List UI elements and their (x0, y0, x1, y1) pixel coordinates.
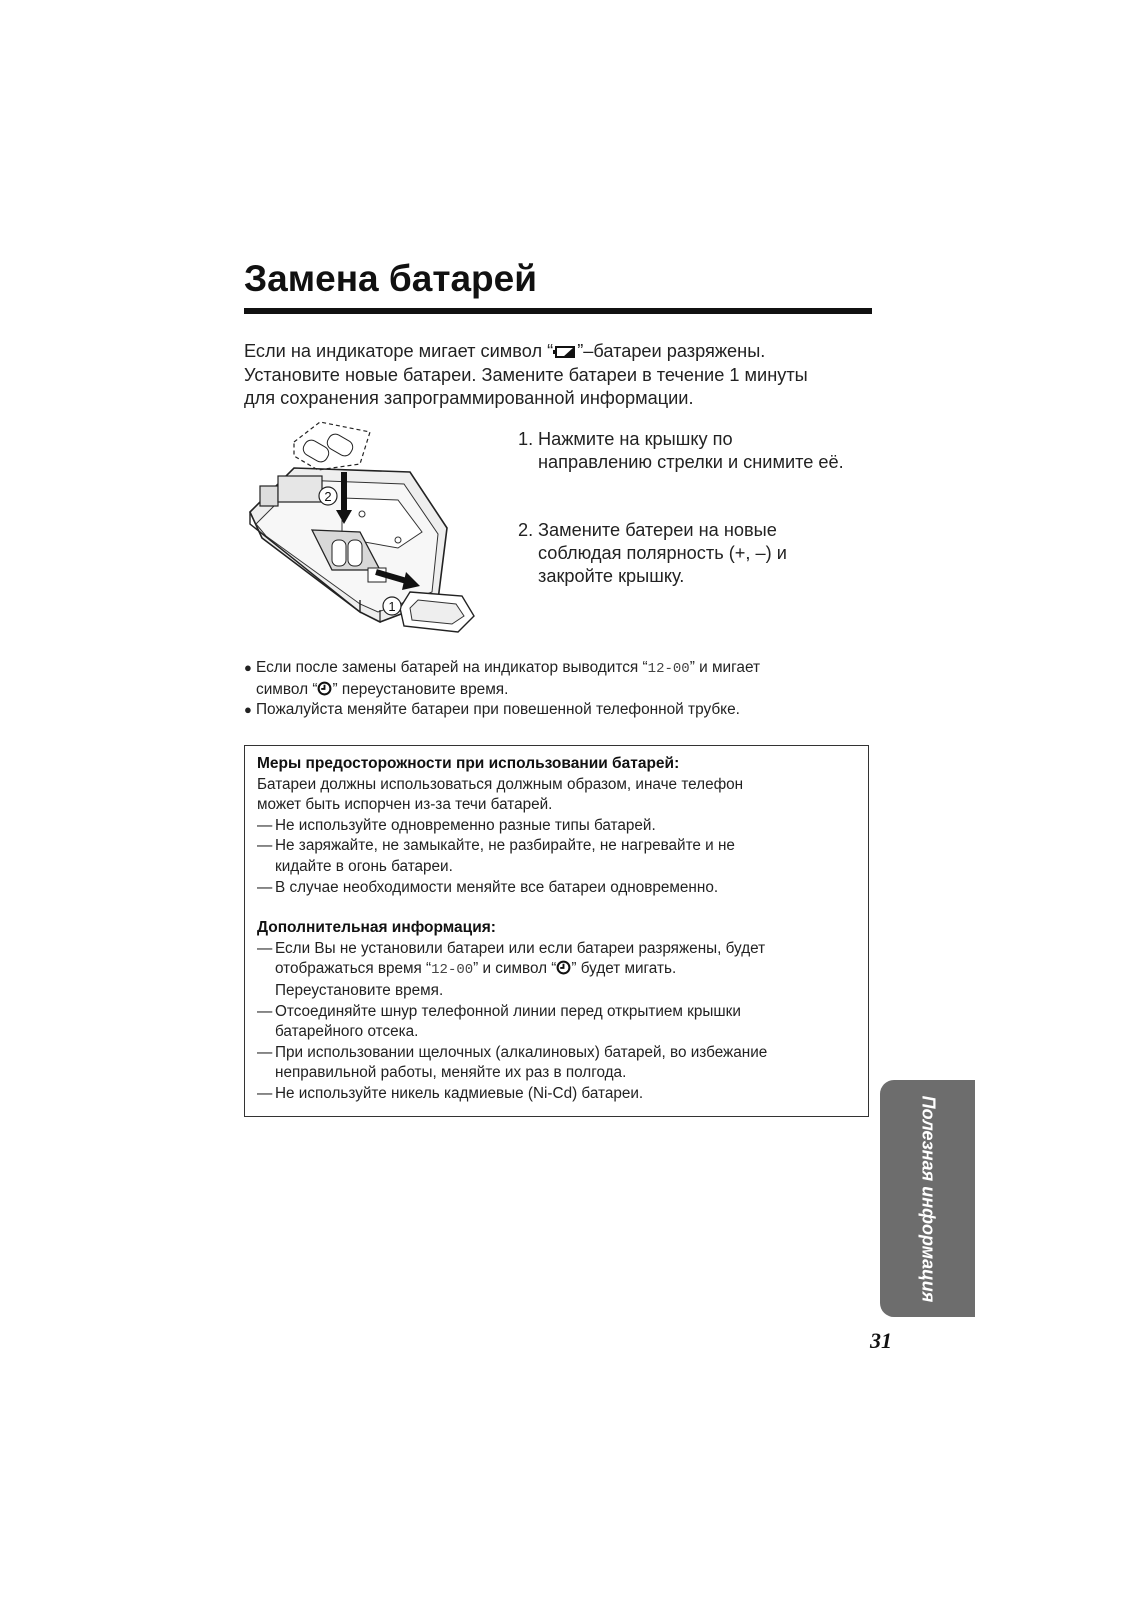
low-battery-icon (553, 344, 577, 360)
note-2: ● Пожалуйста меняйте батареи при повешенной телефонной трубке. (244, 700, 884, 721)
info-box (244, 745, 869, 1117)
page-number: 31 (870, 1328, 892, 1353)
notes-list (244, 658, 884, 721)
step-number: 2. (518, 520, 534, 540)
battery-replacement-illustration (242, 420, 490, 650)
steps-list (518, 428, 898, 633)
step-text: направлению стрелки и снимите её. (538, 452, 844, 472)
precautions-heading: Меры предосторожности при использовании батарей: (257, 755, 680, 772)
intro-line-1: Если на индикаторе мигает символ “ ”–батареи разряжены. (244, 341, 766, 361)
intro-line-3: для сохранения запрограммированной информации. (244, 388, 694, 408)
clock-display-code: 12-00 (431, 962, 474, 979)
clock-icon (317, 681, 332, 696)
precautions-intro: Батареи должны использоваться должным образом, иначе телефон (257, 775, 744, 793)
step-text: Замените батереи на новые (538, 520, 777, 540)
intro-line-2: Установите новые батареи. Замените батареи в течение 1 минуты (244, 364, 808, 385)
section-tab (880, 1080, 975, 1317)
step-text: Нажмите на крышку по (538, 429, 733, 449)
precaution-item: — В случае необходимости меняйте все батареи одновременно. (257, 878, 719, 896)
additional-item: — Если Вы не установили батареи или если батареи разряжены, будет отображаться время “12-00” и символ “ ” будет мигать. Переустановите время. (257, 939, 766, 999)
clock-icon (556, 960, 571, 975)
additional-item: — При использовании щелочных (алкалиновых) батарей, во избежание неправильной работы, меняйте их раз в полгода. (257, 1043, 768, 1082)
step-number: 1. (518, 429, 534, 449)
step-text: закройте крышку. (538, 566, 685, 586)
clock-display-code: 12-00 (647, 661, 690, 677)
additional-heading: Дополнительная информация: (257, 919, 496, 937)
callout-1: 1 (388, 599, 396, 614)
additional-item: — Отсоединяйте шнур телефонной линии перед открытием крышки батарейного отсека. (257, 1002, 741, 1041)
title-rule (244, 308, 872, 314)
bullet-icon: ● (244, 660, 252, 675)
precaution-item: — Не заряжайте, не замыкайте, не разбирайте, не нагревайте и не кидайте в огонь батареи. (257, 837, 735, 875)
precautions-intro: может быть испорчен из-за течи батарей. (257, 796, 553, 814)
step-text: соблюдая полярность (+, –) и (538, 543, 787, 563)
additional-item: — Не используйте никель кадмиевые (Ni-Cd) батареи. (257, 1084, 644, 1102)
intro-paragraph (244, 340, 884, 411)
bullet-icon: ● (244, 702, 252, 717)
note-1: ● Если после замены батарей на индикатор выводится “12-00” и мигает символ “ ” переустановите время. (244, 659, 761, 698)
step-2 (518, 519, 898, 588)
page-title: Замена батарей (244, 258, 537, 299)
precaution-item: — Не используйте одновременно разные типы батарей. (257, 816, 656, 834)
section-tab-label: Полезная информация (918, 1095, 938, 1302)
step-1 (518, 428, 898, 474)
callout-2: 2 (324, 489, 332, 504)
